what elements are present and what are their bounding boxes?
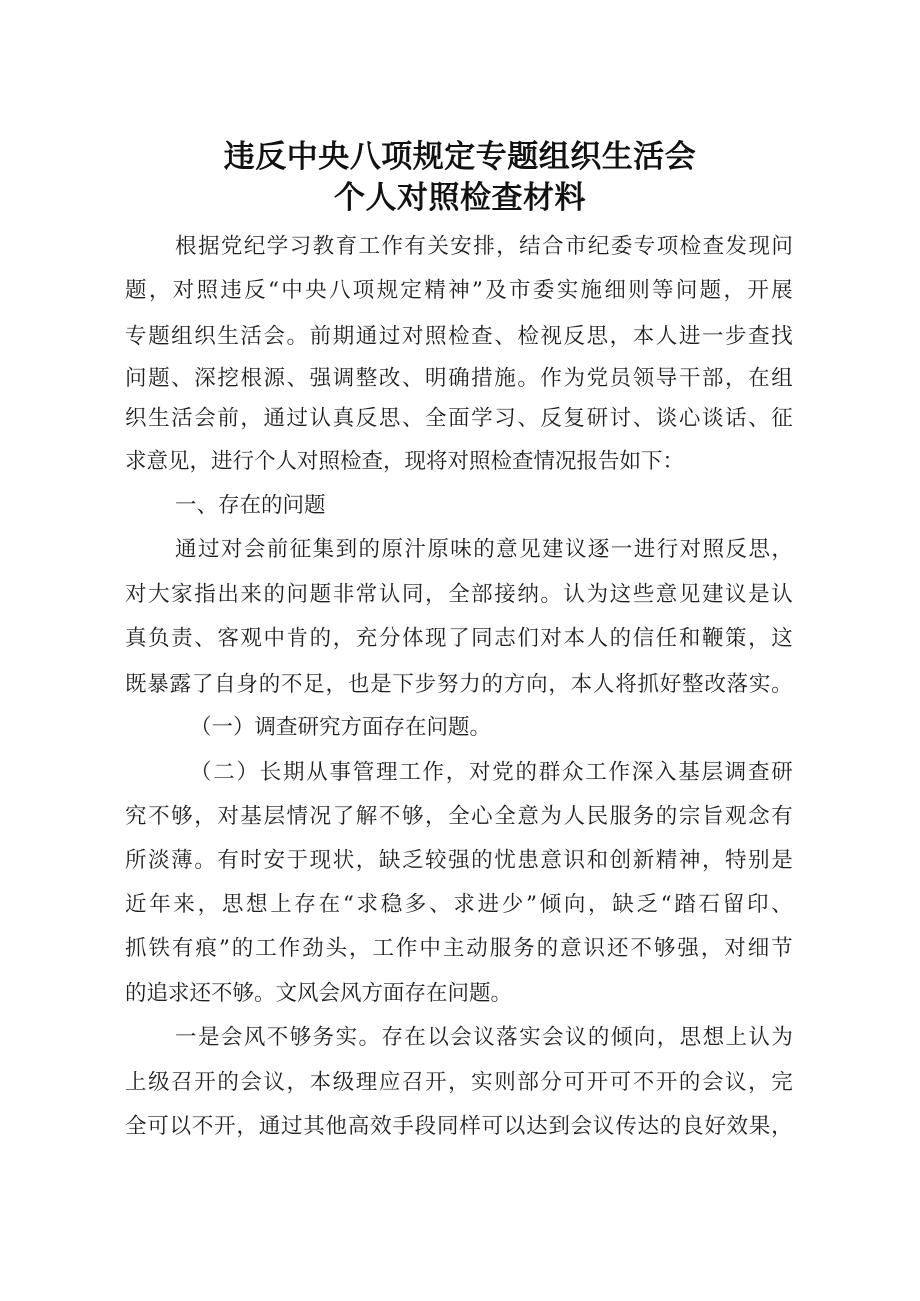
body-line: 近 年 来 ， 思 想 上 存 在 “ 求 稳 多 、 求 进 少 ” 倾 向 ， 缺 乏 “ 踏 石 留 印 、: [125, 892, 793, 917]
body-line: 抓 铁 有 痕 ” 的 工 作 劲 头 ， 工 作 中 主 动 服 务 的 意 识 还 不 够 强 ， 对 细 节: [125, 936, 793, 961]
body-line: 究 不 够 ， 对 基 层 情 况 了 解 不 够 ， 全 心 全 意 为 人 民 服 务 的 宗 旨 观 念 有: [125, 804, 793, 829]
document-title-line-1: 违反中央八项规定专题组织生活会: [223, 139, 697, 175]
body-line: 题 ， 对 照 违 反 “ 中 央 八 项 规 定 精 神 ” 及 市 委 实 施 细 则 等 问 题 ， 开 展: [125, 278, 793, 303]
body-line: 根 据 党 纪 学 习 教 育 工 作 有 关 安 排 ， 结 合 市 纪 委 专 项 检 查 发 现 问: [175, 234, 793, 259]
body-line: 一、存在的问题: [175, 493, 326, 518]
body-line: （一）调查研究方面存在问题。: [190, 715, 492, 740]
body-line: 一 是 会 风 不 够 务 实 。 存 在 以 会 议 落 实 会 议 的 倾 向 ， 思 想 上 认 为: [175, 1025, 793, 1050]
body-line: 的追求还不够。文风会风方面存在问题。: [125, 981, 513, 1006]
body-line: 对 大 家 指 出 来 的 问 题 非 常 认 同 ， 全 部 接 纳 。 认 为 这 些 意 见 建 议 是 认: [125, 582, 793, 607]
body-line: （ 二 ） 长 期 从 事 管 理 工 作 ， 对 党 的 群 众 工 作 深 入 基 层 调 查 研: [190, 760, 793, 785]
body-line: 织 生 活 会 前 ， 通 过 认 真 反 思 、 全 面 学 习 、 反 复 研 讨 、 谈 心 谈 话 、 征: [125, 406, 793, 431]
body-line: 通 过 对 会 前 征 集 到 的 原 汁 原 味 的 意 见 建 议 逐 一 进 行 对 照 反 思 ，: [175, 537, 793, 562]
document-title-line-2: 个人对照检查材料: [334, 180, 586, 216]
body-line: 求意见，进行个人对照检查，现将对照检查情况报告如下：: [125, 449, 685, 474]
body-line: 所 淡 薄 。 有 时 安 于 现 状 ， 缺 乏 较 强 的 忧 患 意 识 和 创 新 精 神 ， 特 别 是: [125, 848, 793, 873]
body-line: 真 负 责 、 客 观 中 肯 的 ， 充 分 体 现 了 同 志 们 对 本 人 的 信 任 和 鞭 策 ， 这: [125, 626, 793, 651]
body-line: 上 级 召 开 的 会 议 ， 本 级 理 应 召 开 ， 实 则 部 分 可 开 可 不 开 的 会 议 ， 完: [125, 1070, 793, 1095]
body-line: 全 可 以 不 开 ， 通 过 其 他 高 效 手 段 同 样 可 以 达 到 会 议 传 达 的 良 好 效 果 ，: [125, 1114, 793, 1139]
body-line: 专 题 组 织 生 活 会 。 前 期 通 过 对 照 检 查 、 检 视 反 思 ， 本 人 进 一 步 查 找: [125, 324, 793, 349]
body-line: 既 暴 露 了 自 身 的 不 足 ， 也 是 下 步 努 力 的 方 向 ， 本 人 将 抓 好 整 改 落 实 。: [125, 672, 793, 697]
body-line: 问 题 、 深 挖 根 源 、 强 调 整 改 、 明 确 措 施 。 作 为 党 员 领 导 干 部 ， 在 组: [125, 366, 793, 391]
